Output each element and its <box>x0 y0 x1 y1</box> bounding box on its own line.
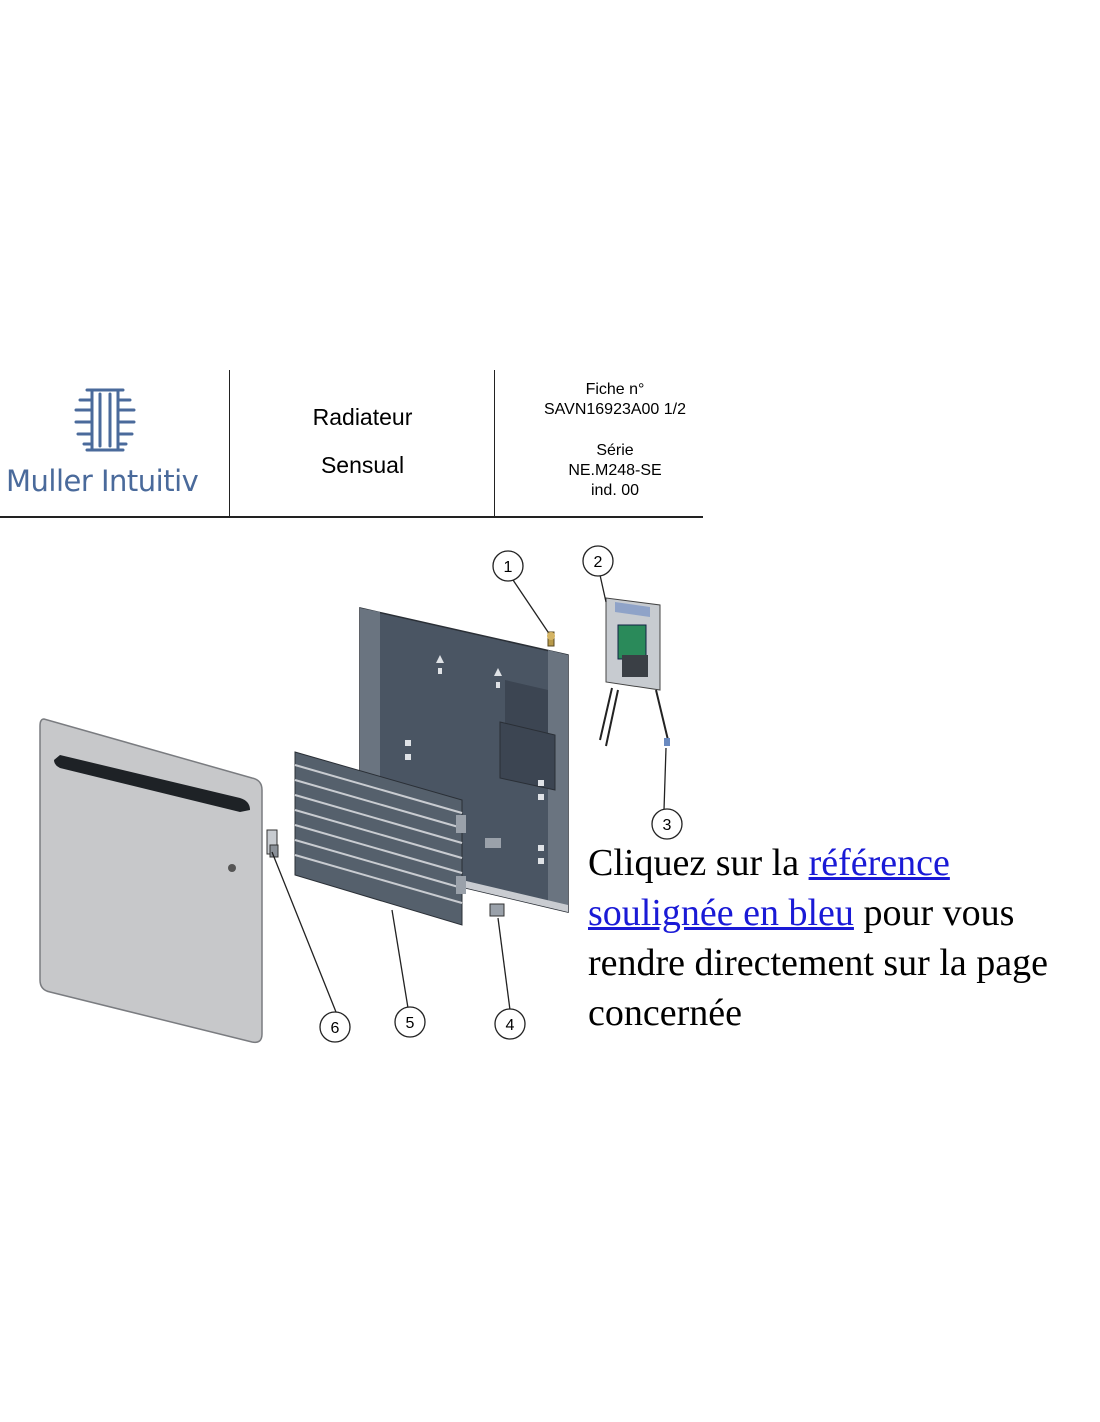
instruction-line-3: rendre directement sur la page <box>588 942 1048 984</box>
control-box <box>600 598 670 746</box>
instruction-middle: pour vous <box>853 892 1015 934</box>
fiche-info <box>495 380 735 501</box>
serie-label: Série <box>596 442 634 459</box>
brand-logo <box>0 378 230 508</box>
reference-link-continued[interactable]: soulignée en bleu <box>588 892 854 934</box>
reference-link[interactable]: référence <box>808 842 950 884</box>
callout-number: 1 <box>503 559 513 576</box>
callout-number: 3 <box>662 817 672 834</box>
sensor-part <box>547 632 555 646</box>
product-model: Sensual <box>320 452 405 478</box>
header-rule <box>0 516 703 518</box>
muller-logo-icon <box>70 384 140 456</box>
index-value: ind. 00 <box>590 482 640 499</box>
instruction-text <box>588 838 1100 1038</box>
callout-number: 4 <box>505 1017 515 1034</box>
callout-1 <box>493 551 523 581</box>
front-cover <box>40 719 262 1042</box>
callout-2 <box>583 546 613 576</box>
callout-number: 5 <box>405 1015 415 1032</box>
serie-value: NE.M248-SE <box>568 462 662 479</box>
fiche-number: SAVN16923A00 1/2 <box>543 401 687 418</box>
callout-4 <box>495 1009 525 1039</box>
callout-6 <box>320 1012 350 1042</box>
product-title <box>230 395 495 491</box>
callout-number: 6 <box>330 1020 340 1037</box>
instruction-line-1 <box>588 838 1100 888</box>
fiche-label: Fiche n° <box>585 381 645 398</box>
callout-3 <box>652 809 682 839</box>
instruction-line-4: concernée <box>588 992 742 1034</box>
brand-name: Muller Intuitiv <box>6 464 199 498</box>
terminal-block <box>490 904 504 916</box>
callout-number: 2 <box>593 554 603 571</box>
callout-5 <box>395 1007 425 1037</box>
product-type: Radiateur <box>312 404 413 430</box>
instruction-prefix: Cliquez sur la <box>588 842 809 884</box>
instruction-line-2 <box>588 888 1100 938</box>
